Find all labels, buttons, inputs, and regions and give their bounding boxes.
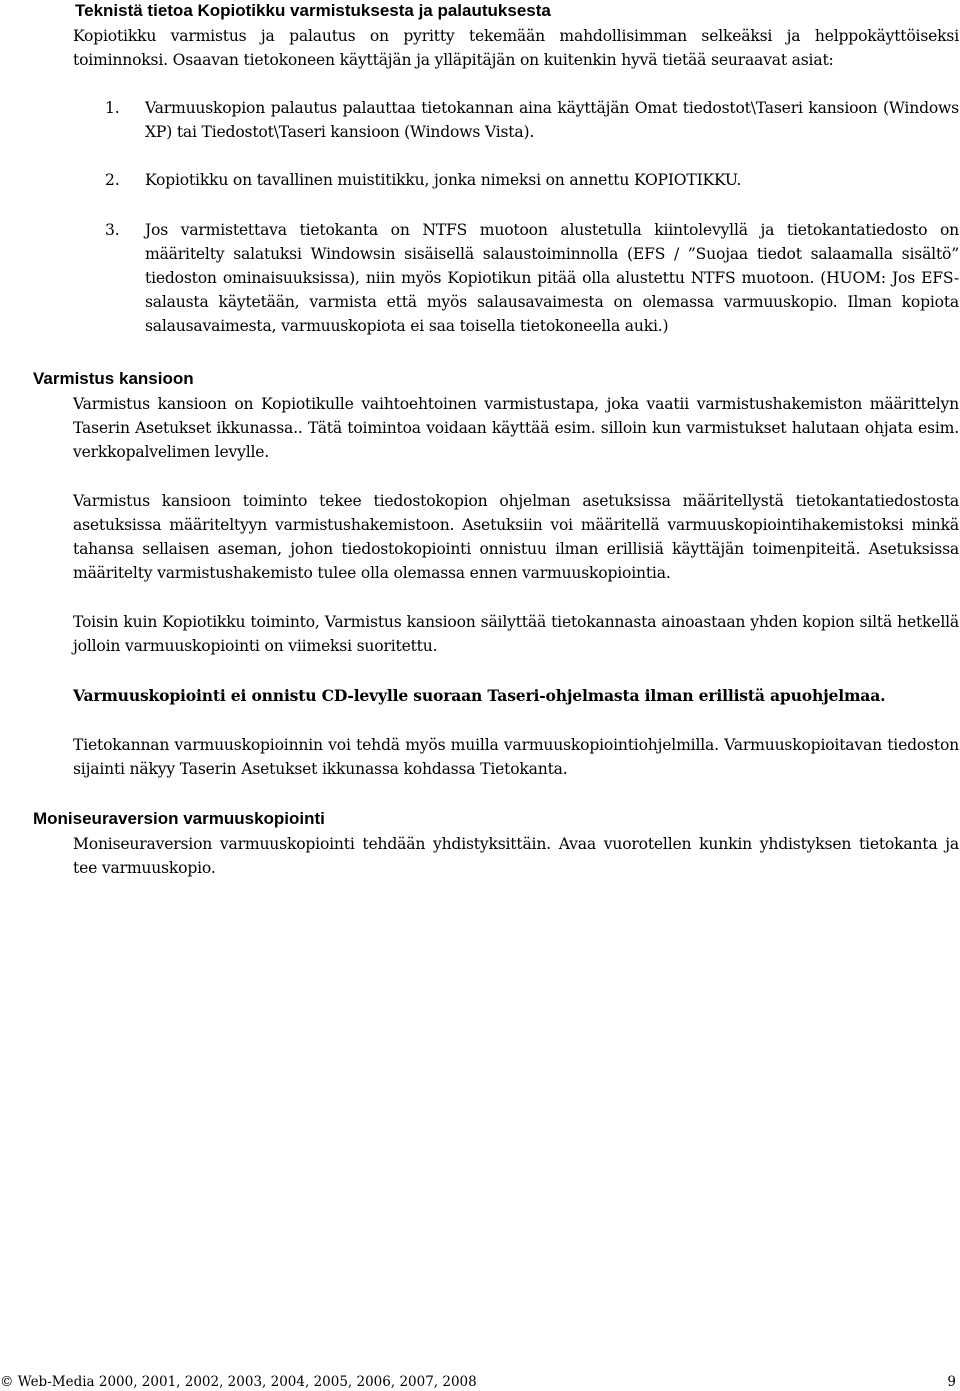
list-item [105,96,959,144]
list-item-number: 2. [105,171,120,189]
folder-backup-paragraph: Varmistus kansioon on Kopiotikulle vaihtoehtoinen varmistustapa, joka vaatii varmistushakemiston määrittelyn Taserin Asetukset ikkunassa.. Tätä toimintoa voidaan käyttää esim. silloin kun varmistukset halutaan ohjata esim. verkkopalvelimen levylle. [73,395,959,461]
multi-club-paragraph: Moniseuraversion varmuuskopiointi tehdään yhdistyksittäin. Avaa vuorotellen kunkin yhdistyksen tietokanta ja tee varmuuskopio. [73,835,959,877]
folder-backup-paragraph: Varmistus kansioon toiminto tekee tiedostokopion ohjelman asetuksissa määritellystä tietokantatiedostosta asetuksissa määriteltyyn varmistushakemistoon. Asetuksiin voi määritellä varmuuskopiointihakemistoksi minkä tahansa sellaisen aseman, johon tiedostokopiointi onnistuu ilman erillisiä käyttäjän toimenpiteitä. Asetuksissa määritelty varmistushakemisto tulee olla olemassa ennen varmuuskopiointia. [73,492,959,582]
folder-backup-paragraph: Toisin kuin Kopiotikku toiminto, Varmistus kansioon säilyttää tietokannasta ainoastaan yhden kopion siltä hetkellä jolloin varmuuskopiointi on viimeksi suoritettu. [73,613,959,655]
section-heading-technical: Teknistä tietoa Kopiotikku varmistuksesta ja palautuksesta [75,1,551,20]
list-item-text: Varmuuskopion palautus palauttaa tietokannan aina käyttäjän Omat tiedostot\Taseri kansioon (Windows XP) tai Tiedostot\Taseri kansioon (Windows Vista). [145,99,959,141]
footer-copyright: © Web-Media 2000, 2001, 2002, 2003, 2004, 2005, 2006, 2007, 2008 [0,1374,477,1390]
list-item [105,168,959,192]
intro-paragraph: Kopiotikku varmistus ja palautus on pyritty tekemään mahdollisimman selkeäksi ja helppokäyttöiseksi toiminnoksi. Osaavan tietokoneen käyttäjän ja ylläpitäjän on kuitenkin hyvä tietää seuraavat asiat: [73,27,959,69]
list-item-text: Jos varmistettava tietokanta on NTFS muotoon alustetulla kiintolevyllä ja tietokantatiedosto on määritelty salatuksi Windowsin sisäisellä salaustoiminnolla (EFS / ”Suojaa tiedot salaamalla sisältö” tiedoston ominaisuuksissa), niin myös Kopiotikun pitää olla alustettu NTFS muotoon. (HUOM: Jos EFS-salausta käytetään, varmista että myös salausavaimesta on olemassa varmuuskopio. Ilman kopiota salausavaimesta, varmuuskopiota ei saa toisella tietokoneella auki.) [145,221,959,335]
list-item [105,218,959,338]
list-item-number: 3. [105,221,120,239]
other-backup-programs-paragraph: Tietokannan varmuuskopioinnin voi tehdä myös muilla varmuuskopiointiohjelmilla. Varmuuskopioitavan tiedoston sijainti näkyy Taserin Asetukset ikkunassa kohdassa Tietokanta. [73,736,959,778]
section-heading-folder-backup: Varmistus kansioon [33,369,194,388]
list-item-text: Kopiotikku on tavallinen muistitikku, jonka nimeksi on annettu KOPIOTIKKU. [145,171,742,189]
section-heading-multi-club: Moniseuraversion varmuuskopiointi [33,809,325,828]
page-number: 9 [947,1374,956,1390]
cd-backup-note: Varmuuskopiointi ei onnistu CD-levylle suoraan Taseri-ohjelmasta ilman erillistä apuohjelmaa. [73,686,886,705]
list-item-number: 1. [105,99,120,117]
